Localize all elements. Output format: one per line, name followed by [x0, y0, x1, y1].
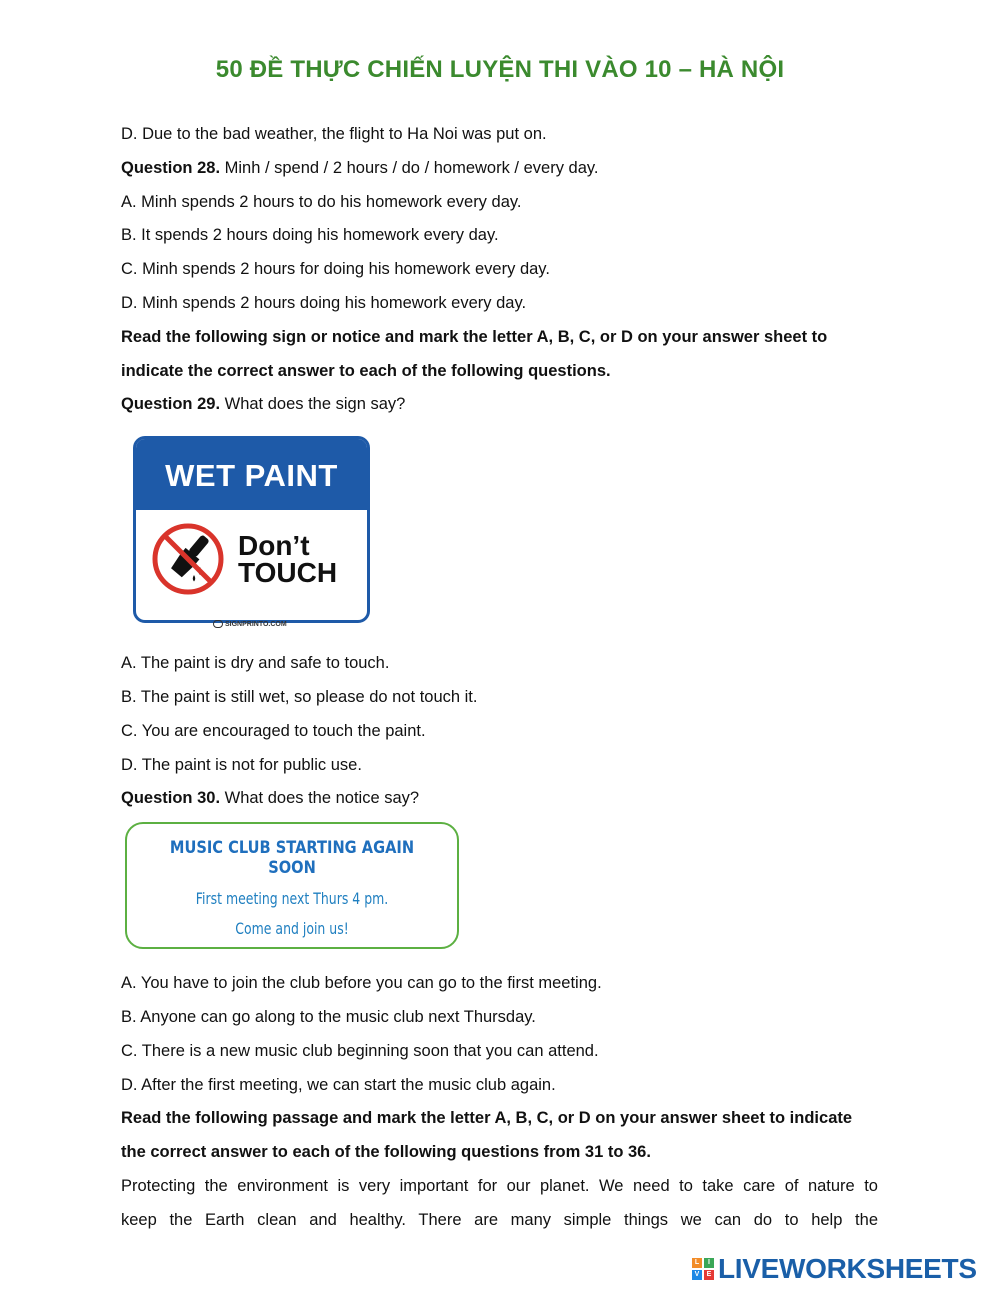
- q30-question: [121, 782, 878, 816]
- no-paintbrush-icon: [150, 521, 226, 597]
- section-passage-instruction-2: the correct answer to each of the following questions from 31 to 36.: [121, 1143, 651, 1162]
- sign-message: [238, 530, 338, 589]
- q28-prompt: Minh / spend / 2 hours / do / homework / every day.: [220, 158, 599, 177]
- q28-option-b: B. It spends 2 hours doing his homework every day.: [121, 226, 499, 245]
- music-club-notice-area: [121, 816, 878, 967]
- q29-prompt: What does the sign say?: [220, 395, 406, 414]
- passage-line-1: Protecting the environment is very important for our planet. We need to take care of nature to: [121, 1176, 878, 1195]
- q30-option-a: A. You have to join the club before you can go to the first meeting.: [121, 974, 602, 993]
- sign-bottom: [136, 510, 367, 620]
- logo-letter-v: V: [692, 1270, 702, 1280]
- q28-label: Question 28.: [121, 158, 221, 177]
- q29-option-c: C. You are encouraged to touch the paint.: [121, 721, 426, 740]
- wet-paint-sign: [133, 436, 370, 623]
- q30-label: Question 30.: [121, 789, 221, 808]
- logo-letter-e: E: [704, 1270, 714, 1280]
- q29-label: Question 29.: [121, 395, 221, 414]
- q30-prompt: What does the notice say?: [220, 789, 420, 808]
- document-body: [121, 118, 878, 1238]
- sign-credit: [213, 620, 287, 628]
- notice-line-2: Come and join us!: [235, 919, 349, 939]
- notice-line-1: First meeting next Thurs 4 pm.: [195, 889, 389, 909]
- q30-option-d: D. After the first meeting, we can start the music club again.: [121, 1075, 556, 1094]
- section-passage-instruction-1: Read the following passage and mark the letter A, B, C, or D on your answer sheet to indicate: [121, 1109, 853, 1128]
- q30-option-c: C. There is a new music club beginning soon that you can attend.: [121, 1041, 599, 1060]
- logo-letter-l: L: [692, 1258, 702, 1268]
- q28-option-d: D. Minh spends 2 hours doing his homework every day.: [121, 293, 527, 312]
- music-club-notice: [125, 822, 459, 949]
- logo-letter-i: I: [704, 1258, 714, 1268]
- page-header-title: 50 ĐỀ THỰC CHIẾN LUYỆN THI VÀO 10 – HÀ NỘI: [215, 56, 785, 83]
- q30-option-b: B. Anyone can go along to the music club next Thursday.: [121, 1007, 536, 1026]
- q28-option-c: C. Minh spends 2 hours for doing his homework every day.: [121, 260, 550, 279]
- q29-option-b: B. The paint is still wet, so please do not touch it.: [121, 687, 478, 706]
- sign-top-text: WET PAINT: [136, 439, 367, 510]
- logo-mark: [692, 1258, 714, 1280]
- liveworksheets-logo[interactable]: [692, 1254, 977, 1284]
- sign-credit-text: SIGNPRINTO.COM: [225, 621, 287, 629]
- q29-option-d: D. The paint is not for public use.: [121, 755, 362, 774]
- q27-option-d: D. Due to the bad weather, the flight to Ha Noi was put on.: [121, 125, 547, 143]
- q29-option-a: A. The paint is dry and safe to touch.: [121, 654, 390, 673]
- q28-option-a: A. Minh spends 2 hours to do his homework every day.: [121, 192, 522, 211]
- q29-question: [121, 388, 878, 422]
- sign-line-dont: Don’t: [238, 530, 310, 562]
- notice-title: MUSIC CLUB STARTING AGAIN SOON: [169, 838, 415, 879]
- section-signs-instruction-1: Read the following sign or notice and mark the letter A, B, C, or D on your answer sheet to: [121, 327, 828, 346]
- wet-paint-sign-area: [121, 422, 878, 647]
- sign-line-touch: TOUCH: [238, 557, 338, 589]
- section-signs-instruction-2: indicate the correct answer to each of the following questions.: [121, 361, 611, 380]
- passage-line-2: keep the Earth clean and healthy. There are many simple things we can do to help the: [121, 1210, 878, 1229]
- logo-text: LIVEWORKSHEETS: [718, 1253, 977, 1284]
- q28-question: [121, 152, 878, 186]
- link-icon: [213, 620, 223, 628]
